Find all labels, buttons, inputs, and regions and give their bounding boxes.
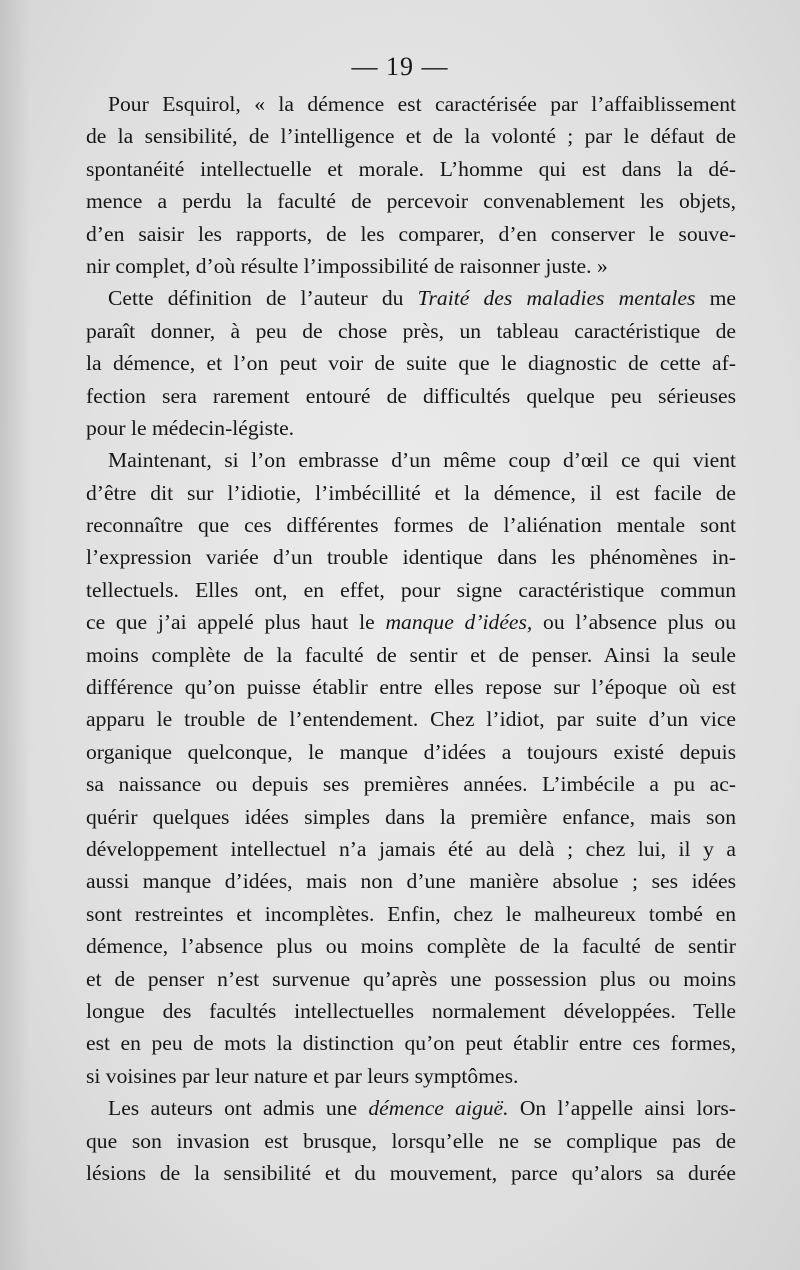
text-line: [86, 380, 736, 412]
text-run: Maintenant, si l’on embrasse d’un même coup d’œil ce qui vient: [108, 448, 736, 473]
text-run: démence, l’absence plus ou moins complète de la faculté de sentir: [86, 934, 736, 959]
text-run: l’expression variée d’un trouble identique dans les phénomènes in-: [86, 545, 736, 570]
text-line: [86, 1092, 736, 1124]
text-line: [86, 218, 736, 250]
italic-phrase: démence aiguë.: [368, 1096, 509, 1121]
text-run: me: [695, 286, 736, 311]
text-line: [86, 509, 736, 541]
text-line: [86, 1157, 736, 1189]
text-run: la démence, et l’on peut voir de suite que le diagnostic de cette af-: [86, 351, 736, 376]
text-run: d’en saisir les rapports, de les comparer, d’en conserver le souve-: [86, 221, 736, 246]
text-run: ou l’absence plus ou: [532, 610, 736, 635]
text-run: Les auteurs ont admis une: [108, 1096, 369, 1121]
text-run: sont restreintes et incomplètes. Enfin, chez le malheureux tombé en: [86, 901, 736, 926]
text-run: et de penser n’est survenue qu’après une possession plus ou moins: [86, 966, 736, 991]
text-run: mence a perdu la faculté de percevoir convenablement les objets,: [86, 189, 736, 214]
text-run: ce que j’ai appelé plus haut le: [86, 610, 386, 635]
text-run: fection sera rarement entouré de difficultés quelque peu sérieuses: [86, 383, 736, 408]
text-run: On l’appelle ainsi lors-: [508, 1096, 737, 1121]
italic-phrase: Traité des maladies mentales: [417, 286, 696, 311]
text-run: d’être dit sur l’idiotie, l’imbécillité et la démence, il est facile de: [86, 480, 736, 505]
text-run: nir complet, d’où résulte l’impossibilité de raisonner juste. »: [86, 253, 608, 278]
text-run: moins complète de la faculté de sentir et de penser. Ainsi la seule: [86, 642, 736, 667]
text-line: [86, 768, 736, 800]
text-line: [86, 541, 736, 573]
text-line: [86, 185, 736, 217]
text-run: développement intellectuel n’a jamais été au delà ; chez lui, il y a: [86, 836, 736, 861]
text-run: aussi manque d’idées, mais non d’une manière absolue ; ses idées: [86, 869, 736, 894]
text-line: [86, 315, 736, 347]
text-run: reconnaître que ces différentes formes de l’aliénation mentale sont: [86, 513, 736, 538]
text-line: [86, 833, 736, 865]
text-run: spontanéité intellectuelle et morale. L’homme qui est dans la dé-: [86, 156, 736, 181]
body-text: [86, 88, 736, 1189]
text-run: quérir quelques idées simples dans la première enfance, mais son: [86, 804, 736, 829]
text-line: [86, 444, 736, 476]
text-run: si voisines par leur nature et par leurs symptômes.: [86, 1063, 519, 1088]
text-run: est en peu de mots la distinction qu’on peut établir entre ces formes,: [86, 1031, 736, 1056]
text-run: Pour Esquirol, « la démence est caractérisée par l’affaiblissement: [108, 92, 736, 116]
text-line: [86, 1027, 736, 1059]
text-line: [86, 412, 736, 444]
text-line: [86, 88, 736, 120]
text-line: [86, 963, 736, 995]
italic-phrase: manque d’idées,: [385, 610, 533, 635]
text-line: [86, 736, 736, 768]
text-line: [86, 703, 736, 735]
text-line: [86, 1125, 736, 1157]
text-run: de la sensibilité, de l’intelligence et de la volonté ; par le défaut de: [86, 124, 736, 149]
text-run: pour le médecin-légiste.: [86, 415, 295, 440]
text-run: Cette définition de l’auteur du: [108, 286, 418, 311]
text-line: [86, 606, 736, 638]
text-run: différence qu’on puisse établir entre elles repose sur l’époque où est: [86, 675, 736, 700]
text-run: organique quelconque, le manque d’idées a toujours existé depuis: [86, 739, 736, 764]
text-run: longue des facultés intellectuelles normalement développées. Telle: [86, 998, 736, 1023]
text-line: [86, 282, 736, 314]
text-run: apparu le trouble de l’entendement. Chez l’idiot, par suite d’un vice: [86, 707, 736, 732]
text-line: [86, 250, 736, 282]
text-line: [86, 120, 736, 152]
text-line: [86, 347, 736, 379]
text-line: [86, 995, 736, 1027]
text-line: [86, 1060, 736, 1092]
text-run: sa naissance ou depuis ses premières années. L’imbécile a pu ac-: [86, 772, 736, 797]
text-run: lésions de la sensibilité et du mouvement, parce qu’alors sa durée: [86, 1160, 736, 1185]
text-line: [86, 898, 736, 930]
text-line: [86, 639, 736, 671]
page-number: — 19 —: [351, 52, 449, 81]
text-line: [86, 574, 736, 606]
text-line: [86, 865, 736, 897]
text-line: [86, 671, 736, 703]
text-line: [86, 153, 736, 185]
text-run: que son invasion est brusque, lorsqu’elle ne se complique pas de: [86, 1128, 736, 1153]
text-line: [86, 477, 736, 509]
text-line: [86, 801, 736, 833]
text-line: [86, 930, 736, 962]
text-run: tellectuels. Elles ont, en effet, pour signe caractéristique commun: [86, 577, 736, 602]
text-run: paraît donner, à peu de chose près, un tableau caractéristique de: [86, 318, 736, 343]
